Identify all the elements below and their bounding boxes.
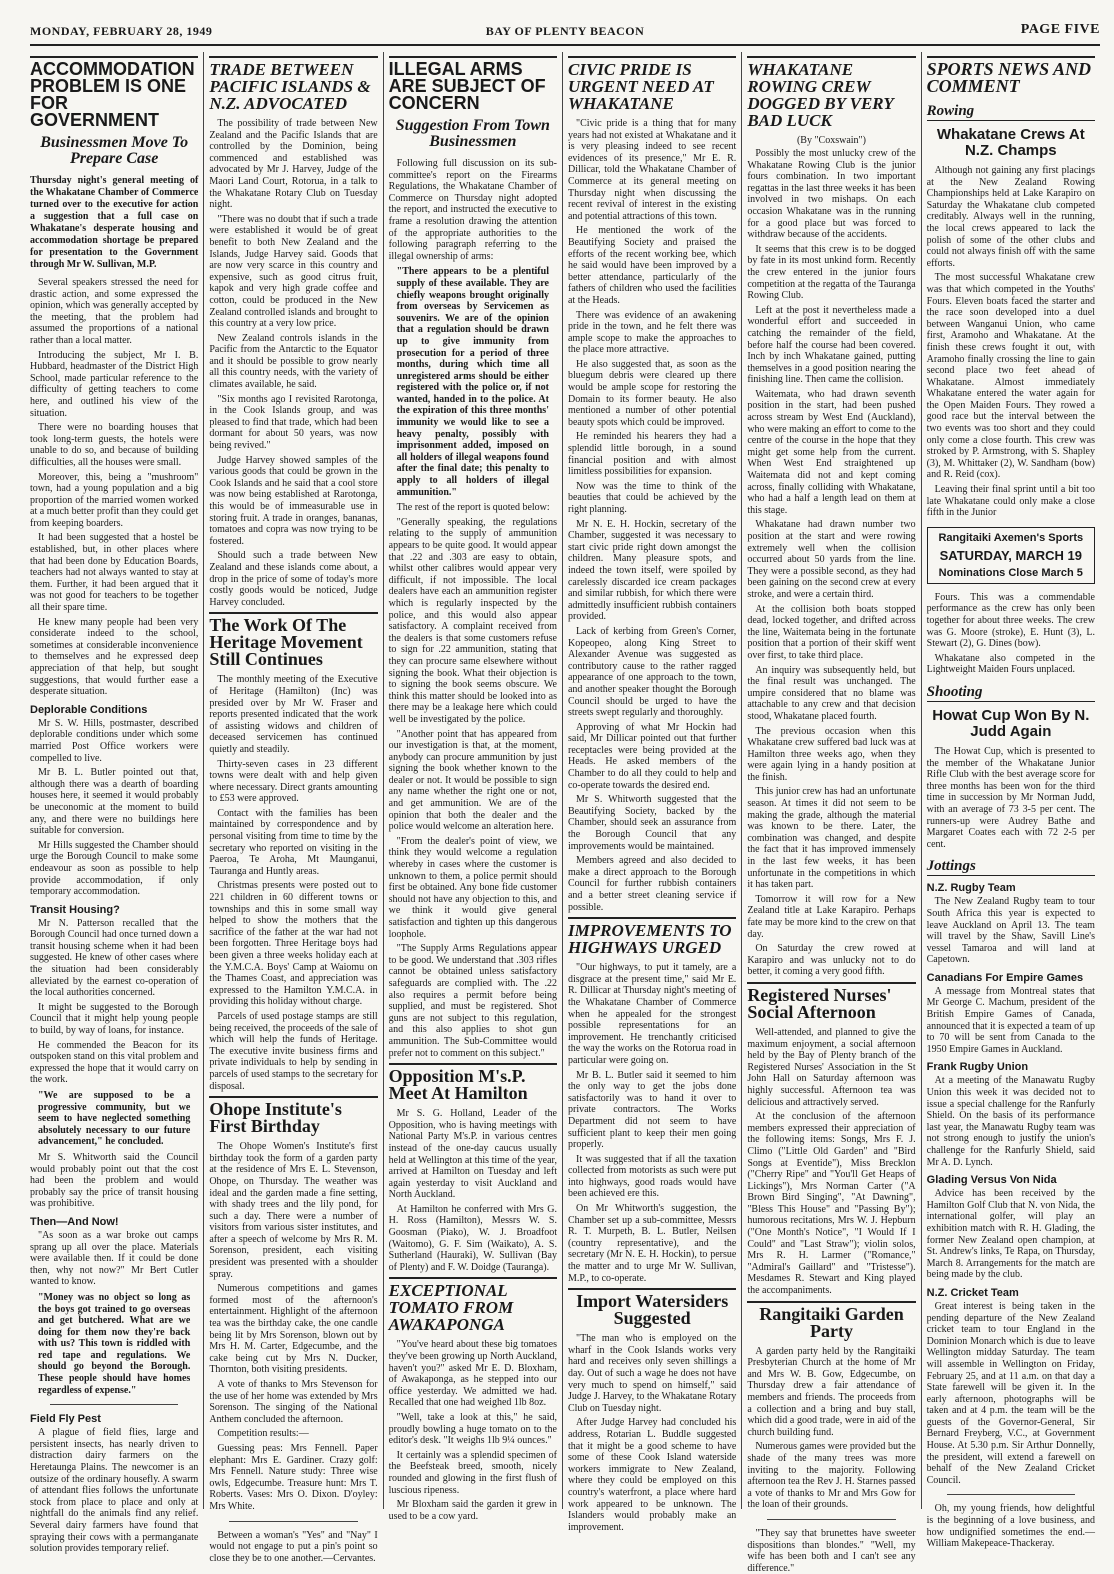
article-paragraph: Members agreed and also decided to make a direct approach to the Borough Council for further rubbish containers and a better street cleaning service if possible. xyxy=(567,855,737,913)
article-paragraph: "Six months ago I revisited Rarotonga, in the Cook Islands group, and was pleased to find that trade, which had been dormant for about 50 years, was now being revived." xyxy=(209,393,378,452)
article-paragraph: Mr N. E. H. Hockin, secretary of the Chamber, suggested it was necessary to start civic pride right down amongst the children. Many pleasure spots, and indeed the town itself, were spoiled by carelessly discarded ice cream packages and similar rubbish, for which there were admittedly insufficient rubbish containers provided. xyxy=(567,518,737,623)
masthead xyxy=(30,10,1100,46)
article-paragraph: There was evidence of an awakening pride in the town, and he felt there was ample scope to make the approaches to the place more attractive. xyxy=(567,309,737,356)
article-paragraph: At a meeting of the Manawatu Rugby Union this week it was decided not to issue a special challenge for the Ranfurly Shield. On the basis of its performance last year, the Manawatu Rugby team was not strong enough to justify the union's challenge for the Ranfurly Shield, said Mr A. D. Lynch. xyxy=(926,1075,1095,1168)
article-paragraph: Approving of what Mr Hockin had said, Mr Dillicar pointed out that further receptacles were being provided at the Heads. He asked members of the Chamber to do all they could to help and co-operate towards the desired end. xyxy=(567,721,737,791)
article-paragraph: Judge Harvey showed samples of the various goods that could be grown in the Cook Islands and he said that a cool store was now being established at Rarotonga, this would be of immeasurable use in storing fruit. A trade in oranges, bananas, tomatoes and copra was now trying to be fostered. xyxy=(209,454,378,547)
columns xyxy=(30,52,1100,1574)
article-paragraph: The New Zealand Rugby team to tour South Africa this year is expected to leave Auckland on April 13. The team will travel by the Shaw, Savill Line's vessel Tamaroa and will land at Capetown. xyxy=(926,896,1095,966)
article-paragraph: He mentioned the work of the Beautifying Society and praised the efforts of the recent working bee, which he said would have been improved by a better attendance, particularly of the fathers of children who used the facilities at the Heads. xyxy=(567,225,737,306)
divider xyxy=(229,1521,357,1522)
section-heading: Canadians For Empire Games xyxy=(926,971,1084,984)
article-paragraph: Advice has been received by the Hamilton Golf Club that N. von Nida, the international golfer, will play an exhibition match with R. H. Glading, the former New Zealand open champion, at St. Andrew's links, Te Rapa, on Thursday, March 8. Arrangements for the match are being made by the club. xyxy=(926,1188,1095,1281)
filler-quote: Oh, my young friends, how delightful is the beginning of a love business, and how undignified sometimes the end.—William Makepeace-Thackeray. xyxy=(926,1503,1095,1550)
headline-nurses: Registered Nurses' Social Afternoon xyxy=(747,982,915,1021)
article-paragraph: An inquiry was subsequently held, but the final result was unchanged. The umpire considered that no blame was attachable to any crew and that decision stood, Whakatane placed fourth. xyxy=(747,664,916,722)
article-paragraph: A garden party held by the Rangitaiki Presbyterian Church at the home of Mr and Mrs W. B. Gow, Edgecumbe, on Thursday drew a fair attendance of members and friends. The proceeds from a collection and a bring and buy stall, which did a good trade, were in aid of the church building fund. xyxy=(747,1345,916,1438)
divider xyxy=(767,1519,895,1520)
article-paragraph: Introducing the subject, Mr I. B. Hubbard, headmaster of the District High School, made particular reference to the difficulty of getting teachers to come here, and outlined his view of the situation. xyxy=(30,349,199,419)
jottings-subsection: Jottings xyxy=(927,858,1095,876)
article-paragraph: Leaving their final sprint until a bit too late Whakatane could only make a close fifth in the Junior xyxy=(926,484,1095,519)
article-paragraph: The rest of the report is quoted below: xyxy=(396,502,550,514)
ad-title: Rangitaiki Axemen's Sports xyxy=(938,531,1084,544)
article-paragraph: Left at the post it nevertheless made a wonderful effort and succeeded in catching the remainder of the field, before half the course had been covered. Inch by inch Whakatane gained, putting themselves in a good position nearing the finishing line. Then came the collision. xyxy=(747,304,916,386)
article-paragraph: He commended the Beacon for its outspoken stand on this vital problem and expressed the hope that it would carry on the work. xyxy=(30,1039,199,1086)
article-paragraph: Mr S. Whitworth suggested that the Beautifying Society, backed by the Chamber, should seek an assurance from the Borough Council that any improvements would be maintained. xyxy=(567,794,737,852)
article-paragraph: Contact with the families has been maintained by correspondence and by personal visiting from time to time by the secretary who reported on visiting in the Paeroa, Te Aroha, Mt Maunganui, Tauranga and Huntly areas. xyxy=(209,807,378,877)
article-paragraph: Mr B. L. Butler pointed out that, although there was a dearth of boarding houses here, it seemed it would probably be uneconomic at the moment to build any, and there were no buildings here suitable for conversion. xyxy=(30,767,199,837)
article-paragraph: It had been suggested that a hostel be established, but, in other places where that had been done by Education Boards, teachers had not always wanted to stay at them. Further, it had been argued that it was not good for teachers to be together all their spare time. xyxy=(30,532,199,614)
article-paragraph: Lack of kerbing from Green's Corner, Kopeopeo, along King Street to Alexander Avenue was suggested as contributory cause to the rather ragged appearance of one approach to the town, and another speaker thought the Borough Council should be urged to have the streets swept regularly and thoroughly. xyxy=(567,625,737,719)
ad-date: SATURDAY, MARCH 19 xyxy=(939,547,1082,563)
article-paragraph: The possibility of trade between New Zealand and the Pacific Islands that are controlled by the Dominion, being commenced and established was advocated by Mr J. Harvey, Judge of the Maori Land Court, Rotorua, in a talk to the Whakatane Rotary Club on Tuesday night. xyxy=(209,118,378,211)
headline-highways: IMPROVEMENTS TO HIGHWAYS URGED xyxy=(568,917,736,956)
article-paragraph: Competition results:— xyxy=(217,1428,309,1440)
article-paragraph: At Hamilton he conferred with Mrs G. H. Ross (Hamilton), Messrs W. S. Goosman (Piako), W. J. Broadfoot (Waitomo), G. F. Sim (Waikato), A. S. Sutherland (Hauraki), W. Sullivan (Bay of Plenty) and F. W. Doidge (Tauranga). xyxy=(388,1203,557,1273)
article-paragraph: "Civic pride is a thing that for many years had not existed at Whakatane and it is very pleasing indeed to see recent evidences of its presence," Mr E. R. Dillicar, told the Whakatane Chamber of Commerce at its general meeting on Thursday night when discussing the recent revival of interest in the existing and potential attractions of this town. xyxy=(567,118,737,222)
pull-quote: "There appears to be a plentiful supply of these available. They are chiefly weapons brought originally from overseas by Servicemen as souvenirs. We are of the opinion that a regulation should be drawn up to give immunity from prosecution for a period of three months, during which time all unregistered arms should be either registered with the police or, if not wanted, handed in to the police. At the expiration of this three months' immunity we would like to see a heavy penalty, possibly with imprisonment added, imposed on all holders of illegal weapons found after the final date; this penalty to apply to all holders of illegal ammunition." xyxy=(396,266,549,498)
article-paragraph: The previous occasion when this Whakatane crew suffered bad luck was at Hamilton three weeks ago, when they were again lying in a handy position at the finish. xyxy=(747,725,916,783)
article-paragraph: Whakatane had drawn number two position at the start and were rowing extremely well when the collision occurred about 50 yards from the line. They were a possible second, as they had been gaining on the second crew at every stroke, and were a certain third. xyxy=(747,519,916,600)
article-paragraph: Guessing peas: Mrs Fennell. Paper elephant: Mrs E. Gardiner. Crazy golf: Mrs Fennell. Nature study: Three wise owls, Edgecumbe. Treasure hunt: Mrs T. Roberts. Vases: Mrs O. Dixon. D'oyley: Mrs White. xyxy=(209,1442,378,1512)
article-paragraph: Numerous competitions and games formed most of the afternoon's entertainment. Highlight of the afternoon tea was the birthday cake, the one candle being lit by Mrs Sorenson, blown out by Mrs H. M. Carter, Edgecumbe, and the cake being cut by Mrs N. Ducker, Thornton, both visiting presidents. xyxy=(209,1283,378,1376)
article-paragraph: A message from Montreal states that Mr George C. Machum, president of the British Empire Games of Canada, announced that it is expected a team of up to 70 will be sent from Canada to the 1950 Empire Games in Auckland. xyxy=(926,985,1095,1055)
section-heading: Deplorable Conditions xyxy=(30,703,148,716)
article-paragraph: The monthly meeting of the Executive of Heritage (Hamilton) (Inc) was presided over by Mr W. Fraser and reports presented indicated that the work of assisting widows and children of deceased servicemen has continued quietly and steadily. xyxy=(209,674,378,755)
article-paragraph: A vote of thanks to Mrs Stevenson for the use of her home was extended by Mrs Sorenson. The singing of the National Anthem concluded the afternoon. xyxy=(209,1379,378,1425)
headline-garden-party: Rangitaiki Garden Party xyxy=(747,1301,915,1340)
article-paragraph: The most successful Whakatane crew was that which competed in the Youths' Fours. Eleven boats faced the starter and the race soon developed into a duel between Wanganui Union, who came first, Aramoho and Whakatane. At the finish these crews fought it out, with Aramoho finally crossing the line to gain second place two feet ahead of Whakatane. Almost immediately Whakatane entered the water again for the Open Maiden Fours. They rowed a good race but the interval between the two events was too short and they could only come a close fourth. This crew was stroked by P. Armstrong, with S. Shapley (3), M. Whittaker (2), W. Sandham (bow) and R. Reid (cox). xyxy=(926,272,1095,481)
article-paragraph: Although not gaining any first placings at the New Zealand Rowing Championships held at Lake Karapiro on Saturday the Whakatane club competed creditably. Always well in the running, the local crews appeared to lack the polish of some of the other clubs and could not always finish off with the same efforts. xyxy=(926,165,1095,269)
article-paragraph: The Ohope Women's Institute's first birthday took the form of a garden party at the residence of Mrs E. L. Stevenson, Ohope, on Thursday. The weather was ideal and the garden made a fine setting, with shady trees and the lily pond, for such a day. There were a number of visitors from various sister institutes, and after a speech of welcome by Mrs R. M. Sorenson, president, each visiting president was presented with a shoulder spray. xyxy=(209,1141,378,1280)
headline-howat-cup: Howat Cup Won By N. Judd Again xyxy=(932,706,1090,740)
article-paragraph: Now was the time to think of the beauties that could be achieved by the right planning. xyxy=(567,480,737,515)
article-paragraph: "There was no doubt that if such a trade were established it would be of great benefit to both New Zealand and the Islands, Judge Harvey said. Goods that are now very scarce in this country and expensive, such as good citrus fruit, kapok and very high grade coffee and cotton, could be produced in the New Zealand controlled islands and brought to this country at a very low price. xyxy=(209,213,378,330)
column-2 xyxy=(203,52,382,1564)
article-paragraph: "From the dealer's point of view, we think they would welcome a regulation whereby in cases where the customer is unknown to them, a police permit should first be obtained. Any bone fide customer should not have any objection to this, and we think it would give general satisfaction and tighten up this dangerous loophole. xyxy=(388,835,557,940)
section-heading: N.Z. Rugby Team xyxy=(926,882,1016,895)
article-paragraph: Mr S. G. Holland, Leader of the Opposition, who is having meetings with National Party M's.P. in various centres instead of the one-day caucus usually held at Wellington at this time of the year, arrived at Hamilton on Tuesday and left again yesterday to visit Auckland and North Auckland. xyxy=(388,1108,557,1201)
headline-accommodation: ACCOMMODATION PROBLEM IS ONE FOR GOVERNMENT xyxy=(30,56,198,129)
section-heading: Field Fly Pest xyxy=(30,1413,101,1426)
article-paragraph: Following full discussion on its sub-committee's report on the Firearms Regulations, the Whakatane Chamber of Commerce on Thursday night adopted the report, and instructed the executive to frame a resolution drawing the attention of the appropriate authorities to the following paragraph referring to the illegal ownership of arms: xyxy=(388,158,557,262)
article-paragraph: A plague of field flies, large and persistent insects, has nearly driven to distraction dairy farmers on the Heretaunga Plains. The newcomer is an outsize of the ordinary housefly. A swarm of attendant flies follows the unfortunate stock from place to place and only at nightfall do the animals find any relief. Several dairy farmers have found that spraying their cows with a permanganate solution provides temporary relief. xyxy=(30,1427,199,1555)
article-paragraph: At the collision both boats stopped dead, locked together, and drifted across the line, Waitemata being in the fortunate position that a portion of their skiff went over first, to take third place. xyxy=(747,603,916,661)
article-paragraph: "Our highways, to put it tamely, are a disgrace at the present time," said Mr E. R. Dillicar at Thursday night's meeting of the Whakatane Chamber of Commerce when he appealed for the strongest possible representations for an improvement. He trenchantly criticised the way the works on the Rotorua road in particular were going on. xyxy=(567,962,737,1066)
article-paragraph: Mr N. Patterson recalled that the Borough Council had once turned down a transit housing scheme when it had been suggested. He knew of other cases where the situation had been considerably alleviated by the earnest co-operation of the local authorities concerned. xyxy=(30,917,199,999)
headline-opposition: Opposition M's.P. Meet At Hamilton xyxy=(389,1063,557,1102)
headline-watersiders: Import Watersiders Suggested xyxy=(568,1288,736,1327)
axemen-sports-ad xyxy=(927,527,1095,584)
article-paragraph: "You've heard about these big tomatoes they've been growing up North Auckland, haven't you?" asked Mr E. D. Bloxham, of Awakaponga, as he stepped into our office yesterday. We admitted we had. Recalled that one had weighed 1lb 8oz. xyxy=(388,1339,557,1409)
article-paragraph: There were no boarding houses that took long-term guests, the hotels were unable to do so, and because of building difficulties, all the houses were small. xyxy=(30,422,199,468)
article-paragraph: At the conclusion of the afternoon members expressed their appreciation of the following items: Songs, Mrs F. J. Climo ("Little Old Garden" and "Bird Songs at Eventide"), Miss Brecklon ("Cherry Ripe" and "You'll Get Heaps of Lickings"), Mrs Norman Carter ("A Brown Bird Singing", "At Dawning", "Bless This House" and "Passing By"); humorous recitations, Mrs W. J. Hepburn ("One Month's Notice", "I Would If I Could" and "Last Straw"); violin solos, Mrs R. H. Larmer ("Romance," "Admiral's Gaillard" and "Tristesse"). Mesdames R. Stewart and King played the accompaniments. xyxy=(747,1111,916,1297)
rowing-subsection: Rowing xyxy=(927,103,1095,121)
filler-quote: Between a woman's "Yes" and "Nay" I would not engage to put a pin's point so close they be to one another.—Cervantes. xyxy=(209,1529,378,1564)
article-paragraph: Great interest is being taken in the pending departure of the New Zealand cricket team to tour England in the Dominion Monarch which is due to leave Wellington midday Saturday. The team will assemble in Wellington on Friday, February 25, and at 11 a.m. on that day a State farewell will be given it. In the early afternoon, photographs will be taken and at 4 p.m. the team will be the guests of the Governor-General, Sir Bernard Freyberg, V.C., at Government House. At 5.30 p.m. Sir Arthur Donnelly, the president, will extend a farewell on behalf of the New Zealand Cricket Council. xyxy=(926,1300,1095,1486)
article-paragraph: Numerous games were provided but the shade of the many trees was more inviting to the majority. Following afternoon tea the Rev J. H. Starnes passed a vote of thanks to Mr and Mrs Gow for the loan of their grounds. xyxy=(747,1441,916,1511)
article-paragraph: Waitemata, who had drawn seventh position in the start, had been pushed across stream by West End (Auckland), who were making an effort to come to the centre of the course in the hope that they might get some help from the current. When West End straightened up Waitemata did not and kept coming across, finally colliding with Whakatane, who had a half a length lead on them at this stage. xyxy=(747,388,916,516)
pull-quote: "We are supposed to be a progressive community, but we seem to have neglected something absolutely necessary to our future advancement," he concluded. xyxy=(38,1090,191,1148)
article-paragraph: It was suggested that if all the taxation collected from motorists as such were put into highways, good roads would have been achieved ere this. xyxy=(567,1153,737,1200)
subhead-suggestion: Suggestion From Town Businessmen xyxy=(395,117,550,150)
divider xyxy=(50,1404,178,1405)
article-paragraph: The Howat Cup, which is presented to the member of the Whakatane Junior Rifle Club with the best average score for three months has been won for the third time in succession by Mr Norman Judd, with an average of 73 3-5 per cent. The runners-up were Audrey Bathe and Margaret Coates each with 72 2-5 per cent. xyxy=(926,745,1095,850)
byline: (By "Coxswain") xyxy=(796,135,866,146)
article-paragraph: Whakatane also competed in the Lightweight Maiden Fours unplaced. xyxy=(926,652,1095,676)
column-3 xyxy=(383,52,562,1522)
filler-joke: "They say that brunettes have sweeter dispositions than blondes." "Well, my wife has been both and I can't see any difference." xyxy=(747,1527,916,1574)
section-heading: N.Z. Cricket Team xyxy=(926,1286,1019,1299)
article-paragraph: Possibly the most unlucky crew of the Whakatane Rowing Club is the junior fours combination. In two important regattas in the last three weeks it has been involved in two mishaps. On each occasion Whakatane was in the running for a good place but was forced to withdraw because of the accidents. xyxy=(747,148,916,241)
section-heading: Transit Housing? xyxy=(30,903,120,916)
article-paragraph: Thirty-seven cases in 23 different towns were dealt with and help given where necessary. Direct grants amounting to £53 were approved. xyxy=(209,758,378,805)
article-paragraph: "The man who is employed on the wharf in the Cook Islands works very hard and receives only seven shillings a day. Out of such a wage he does not have very much to spend on himself," said Judge J. Harvey, to the Whakatane Rotary Club on Tuesday night. xyxy=(567,1333,737,1414)
article-paragraph: Christmas presents were posted out to 221 children in 60 different towns or townships and this in some small way helped to show the mothers that the sacrifice of the father at the war had not been forgotten. Three Heritage boys had been given a three weeks holiday each at the Y.M.C.A. Boys' Camp at Waiomu on the Thames Coast, and appreciation was expressed to the Hamilton Y.M.C.A. in providing this holiday without charge. xyxy=(209,880,378,1008)
article-paragraph: Well-attended, and planned to give the maximum enjoyment, a social afternoon held by the Bay of Plenty branch of the Registered Nurses' Association in the St John Hall on Saturday afternoon was highly successful. Afternoon tea was delicious and attractively served. xyxy=(747,1026,916,1108)
article-paragraph: Parcels of used postage stamps are still being received, the proceeds of the sale of which will help the funds of Heritage. The executive invite business firms and private individuals to help by sending in parcels of used stamps to the secretary for disposal. xyxy=(209,1010,378,1092)
article-paragraph: "Another point that has appeared from our investigation is that, at the moment, anybody can procure ammunition by just signing the book whether known to the dealer or not. It would be possible to sign any name whether the right one or not, and get ammunition. We are of the opinion that both the dealer and the police would welcome an alteration here. xyxy=(388,728,557,833)
section-heading: Glading Versus Von Nida xyxy=(926,1174,1057,1187)
headline-illegal-arms: ILLEGAL ARMS ARE SUBJECT OF CONCERN xyxy=(389,56,557,112)
issue-date: MONDAY, FEBRUARY 28, 1949 xyxy=(30,24,213,38)
article-paragraph: After Judge Harvey had concluded his address, Rotarian L. Buddle suggested that it might be a good scheme to have some of these Cook Island waterside workers immigrate to New Zealand, where they could be employed on this country's waterfront, a place where hard work appeared to be unknown. The Islanders would probably make an improvement. xyxy=(567,1417,737,1533)
article-paragraph: On Mr Whitworth's suggestion, the Chamber set up a sub-committee, Messrs R. T. Murpeth, B. L. Butler, Neilsen (country representative), and the secretary (Mr N. E. H. Hockin), to persue the matter and to urge Mr W. Sullivan, M.P., to co-operate. xyxy=(567,1203,737,1284)
article-paragraph: "As soon as a war broke out camps sprang up all over the place. Materials were available then. If it could be done then, why not now?" Mr Bert Cutler wanted to know. xyxy=(30,1229,199,1288)
lead-paragraph: Thursday night's general meeting of the Whakatane Chamber of Commerce turned over to the executive for action a suggestion that a full case on Whakatane's desperate housing and accommodation shortage be prepared for presentation to the Government through Mr W. Sullivan, M.P. xyxy=(30,175,199,270)
article-paragraph: It might be suggested to the Borough Council that it might help young people to build, by way of loans, for instance. xyxy=(30,1001,199,1037)
divider xyxy=(947,1494,1075,1495)
article-paragraph: Mr Hills suggested the Chamber should urge the Borough Council to make some endeavour as soon as possible to help provide accommodation, if only temporary accommodation. xyxy=(30,839,199,898)
article-paragraph: It seems that this crew is to be dogged by fate in its most unkind form. Recently the crew entered in the junior fours competition at the regatta of the Tauranga Rowing Club. xyxy=(747,243,916,302)
article-paragraph: "Generally speaking, the regulations relating to the supply of ammunition appears to be quite good. It would appear that .22 and .303 are easy to obtain, whilst other calibres would appear very difficult, if not impossible. The local dealers have each an ammunition register which is regularly inspected by the police, and this would also appear satisfactory. A complaint received from the dealers is that some customers refuse to sign for .22 ammunition, stating that they can procure same elsewhere without signing the book. What their objection is to signing the book seems obscure. We think this matter should be looked into as there may be a leakage here which could well be investigated by the police. xyxy=(388,516,557,725)
sports-banner: SPORTS NEWS AND COMMENT xyxy=(927,56,1095,95)
article-paragraph: He reminded his hearers they had a splendid little borough, in a sound financial position and with almost limitless possibilities for expansion. xyxy=(567,431,737,478)
article-paragraph: Mr B. L. Butler said it seemed to him the only way to get the jobs done satisfactorily was to hand it over to private contractors. The Works Department did not seem to have sufficient plant to keep their men going properly. xyxy=(567,1069,737,1151)
column-6 xyxy=(921,52,1100,1550)
headline-ohope: Ohope Institute's First Birthday xyxy=(209,1096,377,1135)
column-1 xyxy=(30,52,203,1555)
headline-rowing-crew: WHAKATANE ROWING CREW DOGGED BY VERY BAD LUCK xyxy=(747,56,915,129)
headline-heritage: The Work Of The Heritage Movement Still Continues xyxy=(209,612,377,668)
section-heading: Frank Rugby Union xyxy=(926,1061,1029,1074)
article-paragraph: He also suggested that, as soon as the bluegum debris were cleared up there would be ample scope for restoring the Domain to its former beauty. He also mentioned a number of other potential beauty spots which could be improved. xyxy=(567,358,737,428)
page-number: PAGE FIVE xyxy=(1020,22,1100,37)
article-paragraph: New Zealand controls islands in the Pacific from the Antarctic to the Equator and it should be possible to grow nearly all this country needs, with the variety of climates available, he said. xyxy=(209,332,378,391)
column-5 xyxy=(741,52,920,1574)
paper-name: BAY OF PLENTY BEACON xyxy=(485,24,645,38)
ad-nominations: Nominations Close March 5 xyxy=(938,566,1083,579)
article-paragraph: Should such a trade between New Zealand and these islands come about, a drop in the price of some of today's more costly goods would be noticed, Judge Harvey concluded. xyxy=(209,550,378,608)
article-paragraph: This junior crew has had an unfortunate season. At times it did not seem to be making the grade, although the material was known to be there. Later, the combination was changed, and despite the fact that it has improved immensely in the last few weeks, it has been unfortunate in the competitions in which it has taken part. xyxy=(747,786,916,891)
headline-tomato: EXCEPTIONAL TOMATO FROM AWAKAPONGA xyxy=(389,1277,557,1333)
column-4 xyxy=(562,52,741,1533)
section-heading: Then—And Now! xyxy=(30,1215,119,1228)
headline-trade: TRADE BETWEEN PACIFIC ISLANDS & N.Z. ADVOCATED xyxy=(209,56,377,112)
pull-quote: "Money was no object so long as the boys got trained to go overseas and get butchered. What are we doing for them now they're back with us? This town is riddled with red tape and regulations. We should go beyond the Borough. These people should have homes regardless of expense." xyxy=(38,1291,191,1396)
article-paragraph: "The Supply Arms Regulations appear to be good. We understand that .303 rifles cannot be obtained unless satisfactory safeguards are complied with. The .22 also requires a permit before being supplied, and must be registered. Shot guns are not subject to this regulation, and this also applies to shot gun ammunition. The Sub-Committee would prefer not to comment on this subject." xyxy=(388,943,557,1059)
article-paragraph: Mr S. Whitworth said the Council would probably point out that the cost had been the problem and would probably say the price of transit housing was prohibitive. xyxy=(30,1151,199,1210)
article-paragraph: "Well, take a look at this," he said, proudly bowling a huge tomato on to the editor's desk. "It weighs 1lb 9¼ ounces." xyxy=(388,1412,557,1447)
article-paragraph: He knew many people had been very considerate indeed to the school, sometimes at considerable inconvenience to themselves and he expressed deep appreciation of that help, but sought suggestions, that would further ease a desperate situation. xyxy=(30,616,199,698)
article-paragraph: Tomorrow it will row for a New Zealand title at Lake Karapiro. Perhaps fate may be more kind to the crew on that day. xyxy=(747,893,916,940)
article-paragraph: Mr Bloxham said the garden it grew in used to be a cow yard. xyxy=(388,1499,557,1522)
article-paragraph: Fours. This was a commendable performance as the crew has only been together for about three weeks. The crew was G. Moore (stroke), E. Hunt (3), L. Stewart (2), G. Dines (bow). xyxy=(926,591,1095,650)
article-paragraph: Several speakers stressed the need for drastic action, and some expressed the opinion, which was generally accepted by the meeting, that the problem had assumed the proportions of a national rather than a local matter. xyxy=(30,277,199,346)
headline-crews: Whakatane Crews At N.Z. Champs xyxy=(936,126,1085,159)
article-paragraph: It certainly was a splendid specimen of the Beefsteak breed, smooth, nicely rounded and glowing in the first flush of luscious ripeness. xyxy=(388,1449,557,1496)
shooting-subsection: Shooting xyxy=(927,684,1095,702)
article-paragraph: On Saturday the crew rowed at Karapiro and was unlucky not to do better, it coming a very good fifth. xyxy=(747,943,916,978)
subhead-businessmen: Businessmen Move To Prepare Case xyxy=(40,134,189,167)
article-paragraph: Mr S. W. Hills, postmaster, described deplorable conditions under which some married Post Office workers were compelled to live. xyxy=(30,717,199,764)
headline-civic-pride: CIVIC PRIDE IS URGENT NEED AT WHAKATANE xyxy=(568,56,736,112)
article-paragraph: Moreover, this, being a "mushroom" town, had a young population and a big proportion of the married women worked at a much better profit than they could get from keeping boarders. xyxy=(30,471,199,529)
